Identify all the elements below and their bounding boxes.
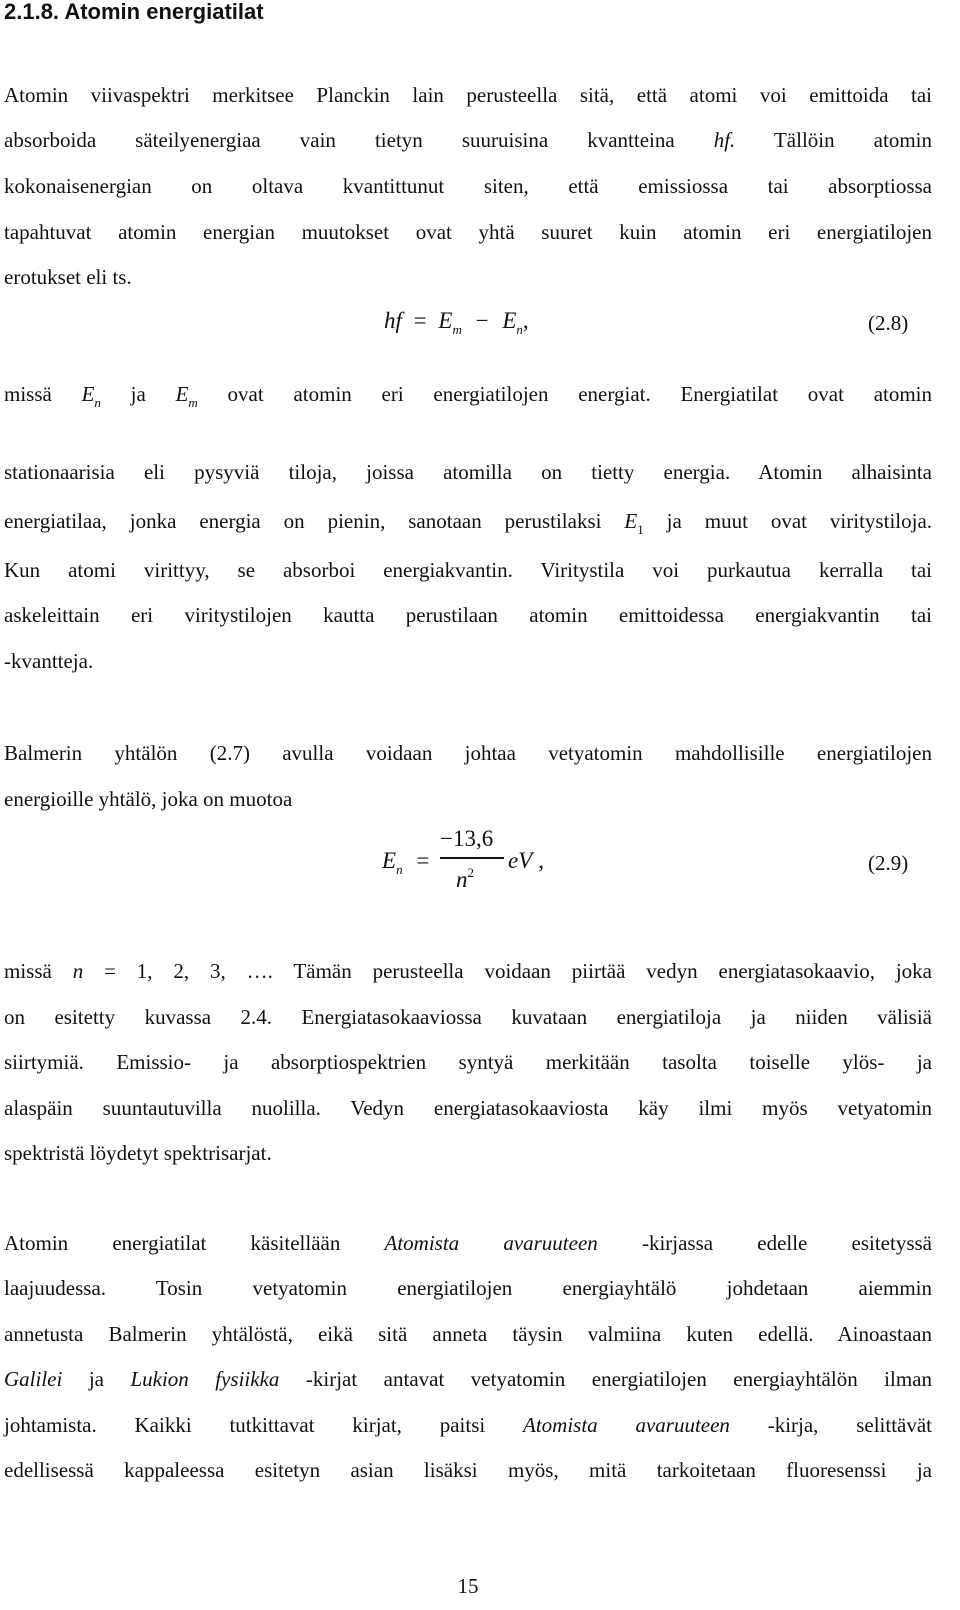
paragraph-2-line-2: stationaarisia eli pysyviä tiloja, joissa atomilla on tietty energia. Atomin alhaisinta [4, 460, 932, 484]
paragraph-1-line-1: Atomin viivaspektri merkitsee Planckin lain perusteella sitä, että atomi voi emittoida tai [4, 83, 932, 107]
text-segment: -kirjat antavat vetyatomin energiatilojen energiayhtälön ilman [305, 1367, 933, 1391]
text-segment: ja [130, 382, 146, 406]
eq-E-m: E [438, 308, 453, 333]
eq-E-n: E [502, 308, 517, 333]
paragraph-4-line-3: siirtymiä. Emissio- ja absorptiospektrien syntyä merkitään tasolta toiselle ylös- ja [4, 1050, 932, 1074]
text-segment: johtamista. Kaikki tutkittavat kirjat, paitsi [4, 1413, 486, 1437]
paragraph-5-line-2: laajuudessa. Tosin vetyatomin energiatilojen energiayhtälö johdetaan aiemmin [4, 1276, 932, 1300]
paragraph-1-line-4: tapahtuvat atomin energian muutokset ovat yhtä suuret kuin atomin eri energiatilojen [4, 220, 932, 244]
eq-equals: = [416, 848, 430, 873]
text-segment: -kirja, selittävät [767, 1413, 933, 1437]
paragraph-2-line-4: Kun atomi virittyy, se absorboi energiakvantin. Viritystila voi purkautua kerralla tai [4, 558, 932, 582]
eq-minus: − [475, 308, 489, 333]
equation-2-9-lhs [382, 847, 429, 875]
paragraph-4-line-2: on esitetty kuvassa 2.4. Energiatasokaaviossa kuvataan energiatiloja ja niiden välisiä [4, 1005, 932, 1029]
equation-2-9-rhs [508, 847, 544, 875]
paragraph-2-line-5: askeleittain eri viritystilojen kautta perustilaan atomin emittoidessa energiakvantin tai [4, 603, 932, 627]
paragraph-1-line-2 [4, 126, 932, 154]
text-segment: energiatilaa, jonka energia on pienin, sanotaan perustilaksi [4, 509, 602, 533]
paragraph-3-line-1: Balmerin yhtälön (2.7) avulla voidaan johtaa vetyatomin mahdollisille energiatilojen [4, 741, 932, 765]
paragraph-4-line-1 [4, 957, 932, 985]
text-segment: -kirjassa edelle esitetyssä [641, 1231, 933, 1255]
eq-den-exp: 2 [467, 865, 474, 880]
eq-unit: eV [508, 848, 533, 873]
eq-denominator [456, 867, 474, 893]
math-sub-n: n [94, 395, 101, 410]
paragraph-2-line-1 [4, 380, 932, 408]
math-hf: hf. [713, 128, 736, 152]
math-n: n [72, 959, 84, 983]
paragraph-4-line-5: spektristä löydetyt spektrisarjat. [4, 1141, 272, 1165]
equation-number-2-9: (2.9) [868, 851, 909, 875]
paragraph-5-line-5 [4, 1411, 932, 1439]
paragraph-1-line-3: kokonaisenergian on oltava kvantittunut siten, että emissiossa tai absorptiossa [4, 174, 932, 198]
text-segment: = 1, 2, 3, …. Tämän perusteella voidaan piirtää vedyn energiatasokaavio, joka [104, 959, 932, 983]
text-segment: ja muut ovat viritystiloja. [666, 509, 933, 533]
eq-sub-n: n [516, 322, 523, 337]
page-number: 15 [457, 1574, 479, 1598]
section-heading: 2.1.8. Atomin energiatilat [4, 0, 264, 24]
text-segment: Atomin energiatilat käsitellään [4, 1231, 341, 1255]
eq-comma: , [522, 308, 529, 333]
eq-lhs: hf [384, 308, 402, 333]
book-title: Galilei [4, 1367, 63, 1391]
eq-equals: = [413, 308, 427, 333]
text-segment: ovat atomin eri energiatilojen energiat. Energiatilat ovat atomin [227, 382, 933, 406]
paragraph-5-line-3: annetusta Balmerin yhtälöstä, eikä sitä anneta täysin valmiina kuten edellä. Ainoastaan [4, 1322, 932, 1346]
math-E-m: E [175, 382, 189, 406]
text-segment: missä [4, 959, 52, 983]
paragraph-2-line-6: -kvantteja. [4, 649, 94, 673]
text-segment: absorboida säteilyenergiaa vain tietyn suuruisina kvantteina [4, 128, 675, 152]
equation-number-2-8: (2.8) [868, 311, 909, 335]
fraction-bar [440, 857, 504, 859]
paragraph-3-line-2: energioille yhtälö, joka on muotoa [4, 787, 293, 811]
math-sub-m: m [188, 395, 198, 410]
text-segment: Tällöin atomin [773, 128, 933, 152]
eq-numerator: −13,6 [440, 826, 494, 851]
book-title: Lukion fysiikka [130, 1367, 280, 1391]
paragraph-2-line-3 [4, 507, 932, 535]
paragraph-4-line-4: alaspäin suuntautuvilla nuolilla. Vedyn energiatasokaaviosta käy ilmi myös vetyatomin [4, 1096, 932, 1120]
text-segment: missä [4, 382, 52, 406]
paragraph-5-line-1 [4, 1229, 932, 1257]
paragraph-5-line-4 [4, 1365, 932, 1393]
math-E-n: E [81, 382, 95, 406]
math-sub-1: 1 [637, 522, 644, 537]
text-segment: ja [88, 1367, 104, 1391]
eq-sub-m: m [452, 322, 462, 337]
book-title: Atomista avaruuteen [384, 1231, 598, 1255]
eq-comma: , [538, 848, 545, 873]
math-E-1: E [624, 509, 638, 533]
eq-den-n: n [456, 867, 468, 892]
eq-E: E [382, 848, 397, 873]
book-title: Atomista avaruuteen [523, 1413, 730, 1437]
eq-sub-n: n [396, 862, 403, 877]
paragraph-1-line-5: erotukset eli ts. [4, 265, 132, 289]
equation-2-8 [384, 307, 529, 335]
paragraph-5-line-6: edellisessä kappaleessa esitetyn asian lisäksi myös, mitä tarkoitetaan fluoresenssi ja [4, 1458, 932, 1482]
